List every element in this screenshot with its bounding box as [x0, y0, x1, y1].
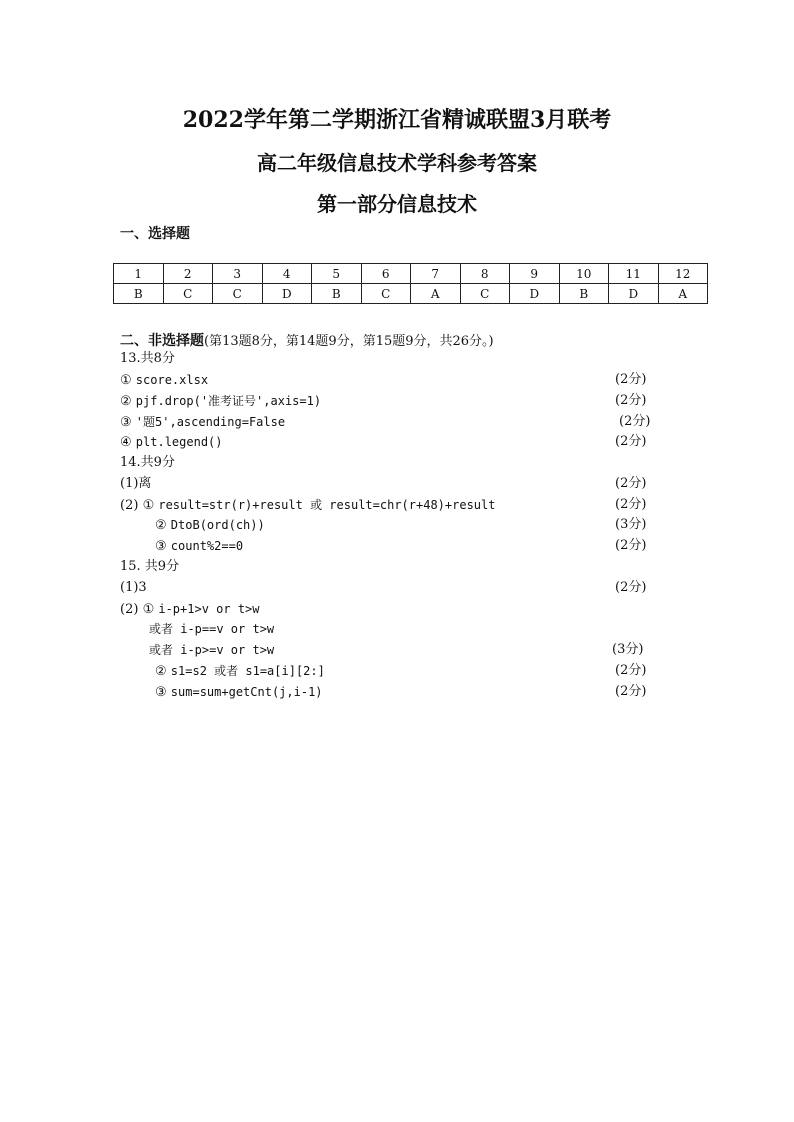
part-title: 第一部分信息技术: [317, 192, 477, 216]
answer-text: 3: [138, 580, 147, 595]
answer-text: plt.legend(): [135, 435, 223, 449]
circled-number: ①: [142, 602, 155, 617]
answer-row: [114, 284, 708, 304]
answer-text: 离: [138, 476, 152, 491]
answer-text: score.xlsx: [135, 373, 209, 387]
circled-number: ①: [142, 498, 155, 513]
section2-heading: [120, 330, 494, 350]
score-label: (3分): [615, 517, 647, 532]
answer-cell: B: [559, 284, 609, 304]
q13-item-2: [120, 393, 321, 410]
question-number: 1: [114, 264, 164, 284]
q14-part-2-item-1: [120, 497, 495, 514]
answer-text: DtoB(ord(ch)): [170, 518, 265, 532]
document-subtitle: 高二年级信息技术学科参考答案: [257, 151, 537, 175]
answer-text: s1=s2 或者 s1=a[i][2:]: [170, 664, 325, 678]
question-number: 12: [658, 264, 708, 284]
q13-title: 13.共8分: [120, 351, 175, 366]
circled-number: ②: [120, 394, 132, 409]
section2-note: (第13题8分，第14题9分，第15题9分，共26分。): [204, 334, 494, 349]
answer-text: i-p+1>v or t>w: [158, 602, 260, 616]
q15-part-2-item-1: [120, 601, 260, 618]
q14-part-1: [120, 476, 151, 492]
q15-title: 15. 共9分: [120, 559, 180, 574]
answer-cell: D: [609, 284, 659, 304]
circled-number: ①: [120, 373, 132, 388]
score-label: (2分): [615, 372, 647, 387]
section2-title: 二、非选择题: [120, 333, 204, 349]
answer-cell: C: [213, 284, 263, 304]
q13-item-3: [120, 414, 285, 431]
answer-text: sum=sum+getCnt(j,i-1): [170, 685, 323, 699]
circled-number: ②: [155, 518, 167, 533]
question-number: 11: [609, 264, 659, 284]
q13-item-4: [120, 434, 223, 451]
score-label: (2分): [619, 414, 651, 429]
q14-part-2-item-2: [155, 517, 265, 534]
question-number: 8: [460, 264, 510, 284]
q15-part-1: [120, 580, 147, 596]
score-label: (2分): [615, 684, 647, 699]
score-label: (2分): [615, 663, 647, 678]
part-label: (2): [120, 498, 139, 513]
answer-text: result=str(r)+result 或 result=chr(r+48)+result: [158, 498, 496, 512]
answer-cell: B: [312, 284, 362, 304]
score-label: (2分): [615, 538, 647, 553]
question-number: 4: [262, 264, 312, 284]
score-label: (3分): [612, 642, 644, 657]
answer-cell: C: [361, 284, 411, 304]
document-title: 2022学年第二学期浙江省精诚联盟3月联考: [182, 107, 612, 133]
answer-text: count%2==0: [170, 539, 244, 553]
question-number: 10: [559, 264, 609, 284]
score-label: (2分): [615, 476, 647, 491]
answer-table: [113, 263, 708, 304]
answer-cell: C: [460, 284, 510, 304]
q13-item-1: [120, 372, 208, 389]
question-number: 6: [361, 264, 411, 284]
section1-heading: 一、选择题: [120, 226, 190, 242]
score-label: (2分): [615, 393, 647, 408]
score-label: (2分): [615, 434, 647, 449]
answer-cell: A: [411, 284, 461, 304]
answer-cell: B: [114, 284, 164, 304]
q15-alternative-2: 或者 i-p>=v or t>w: [149, 643, 275, 657]
answer-cell: D: [262, 284, 312, 304]
circled-number: ③: [120, 415, 132, 430]
question-number: 7: [411, 264, 461, 284]
answer-cell: C: [163, 284, 213, 304]
score-label: (2分): [615, 497, 647, 512]
answer-text: pjf.drop('准考证号',axis=1): [135, 394, 322, 408]
q14-part-2-item-3: [155, 538, 243, 555]
circled-number: ③: [155, 539, 167, 554]
q15-alternative-1: 或者 i-p==v or t>w: [149, 622, 275, 636]
part-label: (2): [120, 602, 139, 617]
part-label: (1): [120, 476, 139, 491]
answer-cell: D: [510, 284, 560, 304]
circled-number: ④: [120, 435, 132, 450]
circled-number: ②: [155, 664, 167, 679]
question-number: 5: [312, 264, 362, 284]
part-label: (1): [120, 580, 139, 595]
circled-number: ③: [155, 685, 167, 700]
question-number: 9: [510, 264, 560, 284]
q15-part-2-item-2: [155, 663, 325, 680]
answer-text: '题5',ascending=False: [135, 415, 286, 429]
answer-cell: A: [658, 284, 708, 304]
question-number: 2: [163, 264, 213, 284]
question-number: 3: [213, 264, 263, 284]
q15-part-2-item-3: [155, 684, 323, 701]
score-label: (2分): [615, 580, 647, 595]
question-number-row: [114, 264, 708, 284]
q14-title: 14.共9分: [120, 455, 175, 470]
